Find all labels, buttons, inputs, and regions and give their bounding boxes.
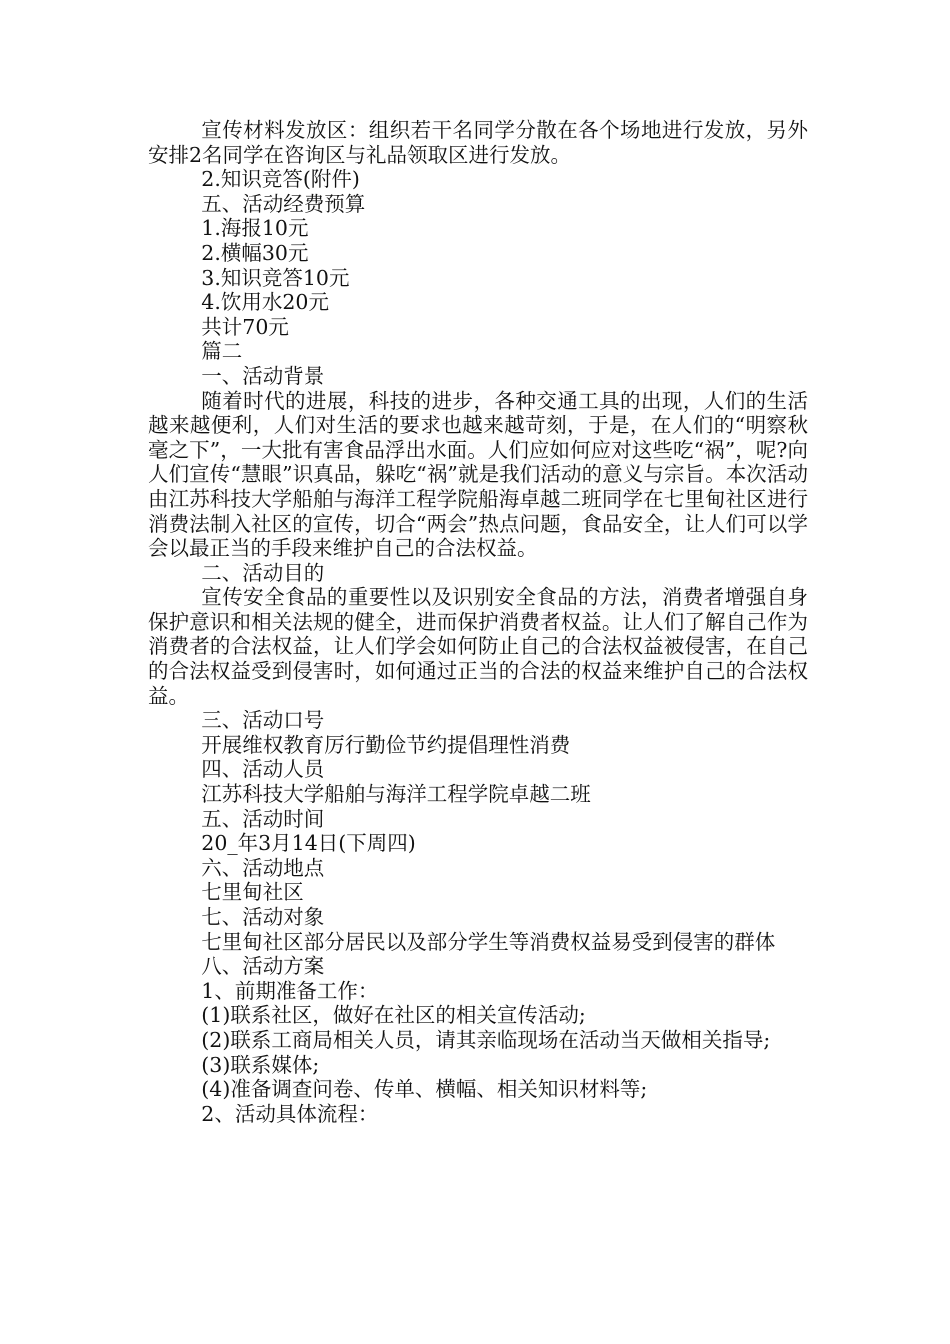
paragraph-audience: 七里甸社区部分居民以及部分学生等消费权益易受到侵害的群体 xyxy=(201,929,776,954)
paragraph-slogan: 开展维权教育厉行勤俭节约提倡理性消费 xyxy=(201,732,571,757)
paragraph-participants: 江苏科技大学船舶与海洋工程学院卓越二班 xyxy=(201,782,591,807)
heading-audience: 七、活动对象 xyxy=(201,905,325,929)
heading-purpose: 二、活动目的 xyxy=(201,560,325,585)
subheading-preparation: 1、前期准备工作： xyxy=(201,978,379,1003)
paragraph-purpose: 宣传安全食品的重要性以及识别安全食品的方法，消费者增强自身保护意识和相关法规的健全，进而保护消费者权益。让人们了解自己作为消费者的合法权益，让人们学会如何防止自己的合法权益被侵害，在自己的合法权益受到侵害时，如何通过正当的合法的权益来维护自己的合法权益。 xyxy=(148,585,808,708)
paragraph-location: 七里甸社区 xyxy=(201,880,304,905)
heading-budget: 五、活动经费预算 xyxy=(201,191,366,216)
budget-total: 共计70元 xyxy=(201,314,289,339)
paragraph-background: 随着时代的进展，科技的进步，各种交通工具的出现，人们的生活越来越便利，人们对生活的要求也越来越苛刻，于是，在人们的“明察秋毫之下”，一大批有害食品浮出水面。人们应如何应对这些吃“祸”，呢?向人们宣传“慧眼”识真品，躲吃“祸”就是我们活动的意义与宗旨。本次活动由江苏科技大学船舶与海洋工程学院船海卓越二班同学在七里甸社区进行消费法制入社区的宣传，切合“两会”热点问题，食品安全，让人们可以学会以最正当的手段来维护自己的合法权益。 xyxy=(148,388,808,561)
document-page xyxy=(148,118,808,1126)
heading-time: 五、活动时间 xyxy=(201,806,325,831)
budget-item-quiz: 3.知识竞答10元 xyxy=(201,265,350,290)
section-title-part-two: 篇二 xyxy=(201,339,243,364)
subheading-process: 2、活动具体流程： xyxy=(201,1101,379,1126)
budget-item-poster: 1.海报10元 xyxy=(201,216,309,241)
heading-background: 一、活动背景 xyxy=(201,363,325,388)
paragraph-time: 20_年3月14日(下周四) xyxy=(201,831,416,856)
heading-plan: 八、活动方案 xyxy=(201,954,325,979)
budget-item-water: 4.饮用水20元 xyxy=(201,290,329,315)
paragraph-quiz-attachment: 2.知识竞答(附件) xyxy=(201,167,360,192)
prep-item-materials: (4)准备调查问卷、传单、横幅、相关知识材料等; xyxy=(201,1077,648,1102)
prep-item-community: (1)联系社区，做好在社区的相关宣传活动; xyxy=(201,1003,586,1028)
heading-slogan: 三、活动口号 xyxy=(201,708,325,733)
prep-item-commerce-bureau: (2)联系工商局相关人员，请其亲临现场在活动当天做相关指导; xyxy=(201,1027,771,1052)
heading-location: 六、活动地点 xyxy=(201,855,325,880)
prep-item-media: (3)联系媒体; xyxy=(201,1052,320,1077)
budget-item-banner: 2.横幅30元 xyxy=(201,240,309,265)
paragraph-materials-distribution: 宣传材料发放区：组织若干名同学分散在各个场地进行发放，另外安排2名同学在咨询区与礼品领取区进行发放。 xyxy=(148,118,808,167)
heading-participants: 四、活动人员 xyxy=(201,757,325,782)
